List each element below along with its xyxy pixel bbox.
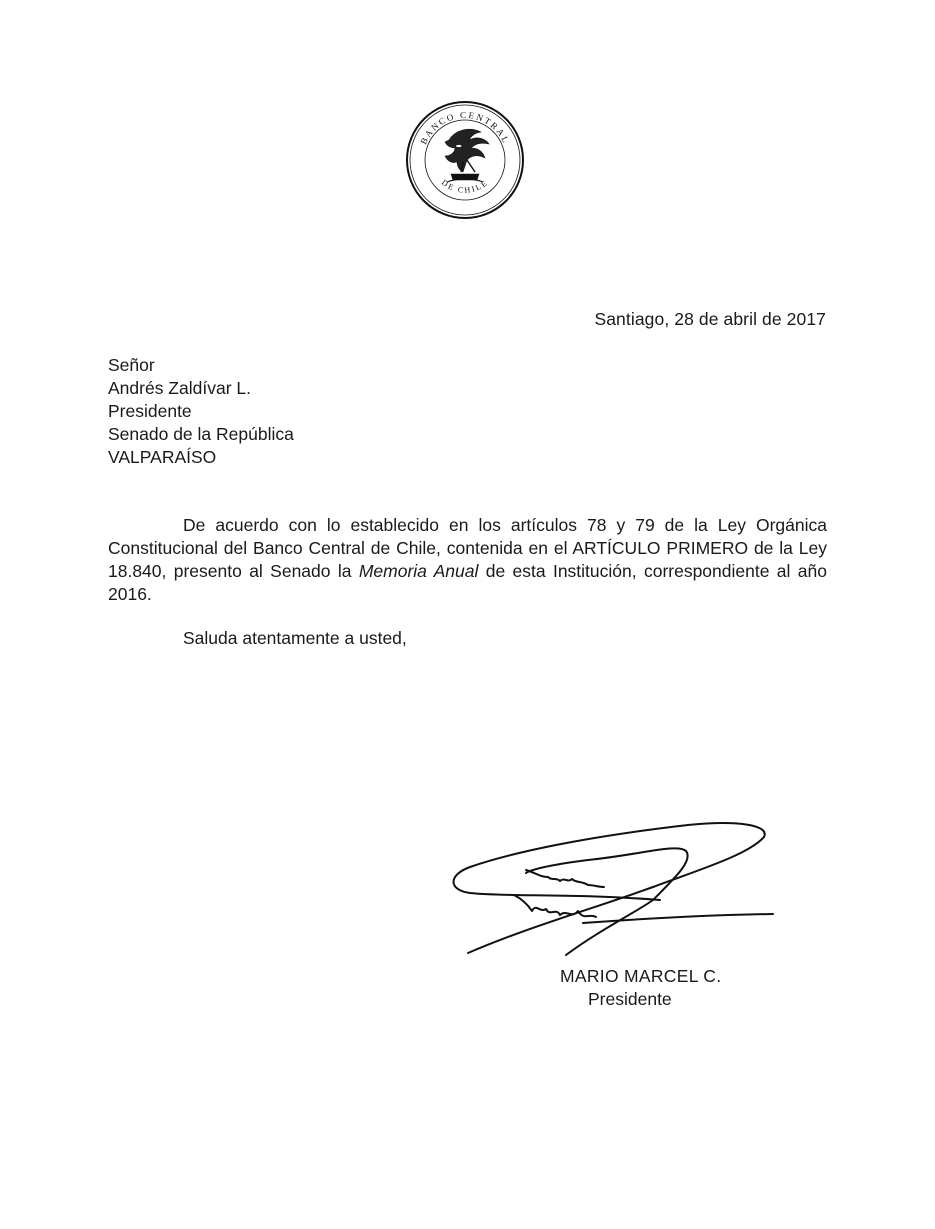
letter-date: Santiago, 28 de abril de 2017 (594, 309, 826, 329)
letter-closing: Saluda atentamente a usted, (183, 628, 407, 648)
signer-name: MARIO MARCEL C. (560, 966, 722, 986)
recipient-name: Andrés Zaldívar L. (108, 378, 251, 398)
body-text-emphasis: Memoria Anual (358, 561, 479, 581)
body-text-part1: De acuerdo con lo establecido en los artículos 78 y 79 de la Ley Orgánica Constitucional del Banco Central de Chile, contenida en el ARTÍCULO PRIMERO de la Ley 18.840, presento al Senado la (108, 515, 827, 581)
recipient-city: VALPARAÍSO (108, 447, 217, 467)
letter-body-paragraph (108, 514, 827, 606)
body-text-part2: de esta Institución, correspondiente al año 2016. (108, 561, 827, 604)
recipient-organization: Senado de la República (108, 424, 294, 444)
banco-central-seal-logo (405, 100, 525, 220)
signer-title: Presidente (588, 989, 672, 1009)
handwritten-signature (448, 815, 783, 965)
recipient-title: Presidente (108, 401, 192, 421)
recipient-address (108, 354, 294, 469)
seal-top-text: BANCO CENTRAL (418, 109, 512, 146)
condor-emblem-icon (445, 129, 489, 182)
recipient-salutation: Señor (108, 355, 155, 375)
svg-text:DE CHILE (440, 178, 490, 195)
seal-bottom-text: DE CHILE (439, 177, 491, 195)
